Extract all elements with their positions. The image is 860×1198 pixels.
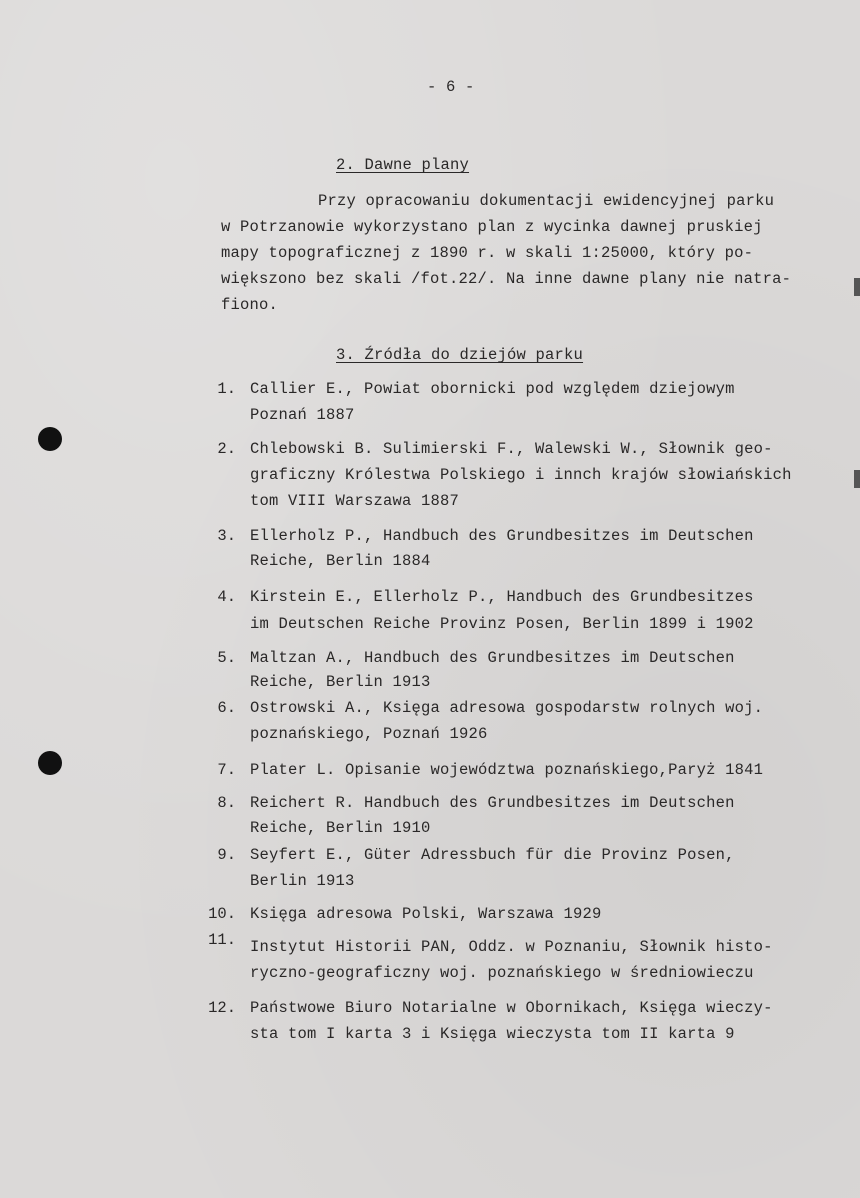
entry-line: Callier E., Powiat obornicki pod względem dziejowym bbox=[250, 380, 735, 398]
entry-line: sta tom I karta 3 i Księga wieczysta tom II karta 9 bbox=[250, 1025, 735, 1043]
section-2-title: 2. Dawne plany bbox=[336, 156, 470, 174]
entry-number: 5. bbox=[217, 649, 236, 667]
entry-line: Berlin 1913 bbox=[250, 872, 355, 890]
entry-number: 12. bbox=[208, 999, 236, 1017]
entry-line: Maltzan A., Handbuch des Grundbesitzes im Deutschen bbox=[250, 649, 735, 667]
entry-line: Seyfert E., Güter Adressbuch für die Provinz Posen, bbox=[250, 846, 735, 864]
paragraph-line: większono bez skali /fot.22/. Na inne dawne plany nie natra- bbox=[221, 270, 792, 288]
section-3-title: 3. Źródła do dziejów parku bbox=[336, 346, 584, 364]
paragraph-line: Przy opracowaniu dokumentacji ewidencyjnej parku bbox=[318, 192, 775, 210]
entry-number: 6. bbox=[217, 699, 236, 717]
paragraph-line: fiono. bbox=[221, 296, 279, 314]
entry-line: Reichert R. Handbuch des Grundbesitzes im Deutschen bbox=[250, 794, 735, 812]
entry-number: 3. bbox=[217, 527, 236, 545]
entry-number: 4. bbox=[217, 588, 236, 606]
entry-number: 8. bbox=[217, 794, 236, 812]
page-edge-mark bbox=[854, 470, 860, 488]
entry-number: 11. bbox=[208, 931, 236, 949]
entry-number: 2. bbox=[217, 440, 236, 458]
entry-line: Ostrowski A., Księga adresowa gospodarstw rolnych woj. bbox=[250, 699, 764, 717]
entry-number: 7. bbox=[217, 761, 236, 779]
entry-line: Reiche, Berlin 1913 bbox=[250, 673, 431, 691]
entry-line: poznańskiego, Poznań 1926 bbox=[250, 725, 488, 743]
entry-line: Kirstein E., Ellerholz P., Handbuch des Grundbesitzes bbox=[250, 588, 754, 606]
entry-line: Poznań 1887 bbox=[250, 406, 355, 424]
entry-line: Księga adresowa Polski, Warszawa 1929 bbox=[250, 905, 602, 923]
punch-hole bbox=[38, 427, 62, 451]
entry-number: 1. bbox=[217, 380, 236, 398]
entry-line: Reiche, Berlin 1884 bbox=[250, 552, 431, 570]
entry-line: tom VIII Warszawa 1887 bbox=[250, 492, 460, 510]
entry-line: Reiche, Berlin 1910 bbox=[250, 819, 431, 837]
page-edge-mark bbox=[854, 278, 860, 296]
entry-line: Plater L. Opisanie województwa poznańskiego,Paryż 1841 bbox=[250, 761, 764, 779]
entry-line: ryczno-geograficzny woj. poznańskiego w średniowieczu bbox=[250, 964, 754, 982]
entry-number: 10. bbox=[208, 905, 236, 923]
entry-line: Państwowe Biuro Notarialne w Obornikach, Księga wieczy- bbox=[250, 999, 773, 1017]
page-number: - 6 - bbox=[427, 78, 475, 96]
punch-hole bbox=[38, 751, 62, 775]
entry-line: Instytut Historii PAN, Oddz. w Poznaniu, Słownik histo- bbox=[250, 938, 773, 956]
paragraph-line: mapy topograficznej z 1890 r. w skali 1:25000, który po- bbox=[221, 244, 754, 262]
entry-line: Chlebowski B. Sulimierski F., Walewski W., Słownik geo- bbox=[250, 440, 773, 458]
entry-number: 9. bbox=[217, 846, 236, 864]
entry-line: graficzny Królestwa Polskiego i innch krajów słowiańskich bbox=[250, 466, 792, 484]
entry-line: im Deutschen Reiche Provinz Posen, Berlin 1899 i 1902 bbox=[250, 615, 754, 633]
paragraph-line: w Potrzanowie wykorzystano plan z wycinka dawnej pruskiej bbox=[221, 218, 763, 236]
entry-line: Ellerholz P., Handbuch des Grundbesitzes im Deutschen bbox=[250, 527, 754, 545]
